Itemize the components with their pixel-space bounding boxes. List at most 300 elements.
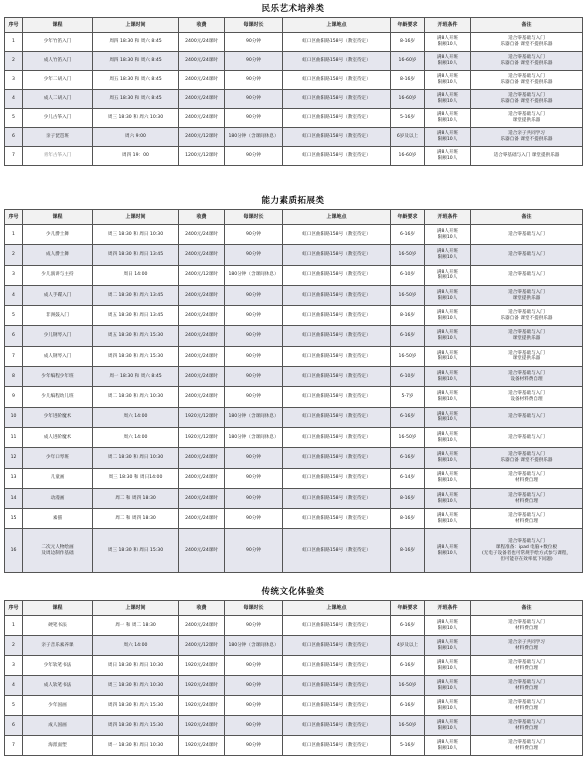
cell-age: 16-50岁 (391, 245, 425, 265)
section-title: 传统文化体验类 (261, 587, 325, 597)
cell-course: 成人手碟入门 (23, 285, 93, 305)
table-row (5, 225, 583, 245)
cell-class-time: 周三 18:30 和 周日14:00 (93, 468, 179, 488)
cell-remarks: 适合零基础与入门 材料费自理 (471, 468, 583, 488)
cell-location: 虹口区曲阳路158号（教室待定） (283, 656, 391, 676)
cell-class-time: 周五 18:30 和 周日 13:45 (93, 306, 179, 326)
cell-course: 成人国画 (23, 716, 93, 736)
cell-course: 硬笔书法 (23, 616, 93, 636)
cell-fee: 2400元/24课时 (179, 71, 225, 90)
cell-course: 少年竹笛入门 (23, 33, 93, 52)
cell-opening-condition: 满8人开班 限额10人 (425, 488, 471, 508)
cell-location: 虹口区曲阳路158号（教室待定） (283, 448, 391, 468)
cell-age: 16-50岁 (391, 716, 425, 736)
cell-opening-condition: 满8人开班 限额10人 (425, 716, 471, 736)
cell-fee: 2400元/24课时 (179, 367, 225, 387)
cell-age: 8-16岁 (391, 488, 425, 508)
cell-duration: 90分钟 (225, 468, 283, 488)
cell-class-time: 周三 18:30 和 周日 10:30 (93, 225, 179, 245)
cell-fee: 2400元/24课时 (179, 468, 225, 488)
cell-location: 虹口区曲阳路158号（教室待定） (283, 407, 391, 427)
header-class-time: 上课时间 (93, 18, 179, 33)
cell-location: 虹口区曲阳路158号（教室待定） (283, 636, 391, 656)
cell-age: 6-16岁 (391, 656, 425, 676)
cell-location: 虹口区曲阳路158号（教室待定） (283, 147, 391, 166)
cell-duration: 90分钟 (225, 306, 283, 326)
cell-remarks: 适合零基础与入门 乐器自备 课堂不提供乐器 (471, 52, 583, 71)
cell-course: 成人软笔书法 (23, 676, 93, 696)
header-duration: 每课时长 (225, 601, 283, 616)
cell-duration: 90分钟 (225, 529, 283, 573)
header-index: 序号 (5, 601, 23, 616)
cell-age: 8-16岁 (391, 71, 425, 90)
cell-opening-condition: 满8人开班 限额10人 (425, 225, 471, 245)
cell-class-time: 周日 14:00 (93, 265, 179, 285)
cell-age: 6-10岁 (391, 367, 425, 387)
table-row (5, 636, 583, 656)
cell-opening-condition: 满8人开班 限额10人 (425, 306, 471, 326)
cell-age: 5-16岁 (391, 109, 425, 128)
cell-fee: 2400元/24课时 (179, 109, 225, 128)
cell-class-time: 周六 14:00 (93, 427, 179, 447)
cell-course: 少儿演讲与主持 (23, 265, 93, 285)
cell-location: 虹口区曲阳路158号（教室待定） (283, 676, 391, 696)
cell-duration: 90分钟 (225, 109, 283, 128)
cell-fee: 2400元/12课时 (179, 636, 225, 656)
table-row (5, 427, 583, 447)
table-row (5, 109, 583, 128)
cell-remarks: 适合零基础与入门 课堂提供乐器 (471, 109, 583, 128)
cell-class-time: 周三 18:30 和 周六 10:30 (93, 676, 179, 696)
cell-course: 少儿钢琴入门 (23, 326, 93, 346)
table-row (5, 90, 583, 109)
cell-class-time: 周二 18:30 和 周六 13:45 (93, 285, 179, 305)
header-fee: 收费 (179, 210, 225, 225)
cell-opening-condition: 满8人开班 限额10人 (425, 90, 471, 109)
cell-class-time: 周四 18:30 和 周六 8:45 (93, 52, 179, 71)
cell-index: 6 (5, 326, 23, 346)
table-row (5, 265, 583, 285)
cell-fee: 2400元/24课时 (179, 346, 225, 366)
cell-course: 少儿爵士舞 (23, 225, 93, 245)
cell-index: 2 (5, 636, 23, 656)
cell-class-time: 周六 9:00 (93, 128, 179, 147)
cell-remarks: 适合零基础与入门 材料费自理 (471, 736, 583, 756)
cell-age: 8-16岁 (391, 33, 425, 52)
header-fee: 收费 (179, 18, 225, 33)
cell-remarks: 适合零基础与入门 课堂提供乐器 (471, 285, 583, 305)
cell-opening-condition: 满8人开班 限额10人 (425, 245, 471, 265)
cell-index: 3 (5, 71, 23, 90)
cell-duration: 90分钟 (225, 696, 283, 716)
cell-location: 虹口区曲阳路158号（教室待定） (283, 488, 391, 508)
cell-age: 6-16岁 (391, 696, 425, 716)
cell-remarks: 适合零基础与入门 (471, 225, 583, 245)
cell-remarks: 适合零基础与入门 材料费自理 (471, 656, 583, 676)
table-row (5, 696, 583, 716)
cell-course: 少年进阶魔术 (23, 407, 93, 427)
cell-duration: 90分钟 (225, 448, 283, 468)
course-table (4, 600, 583, 756)
cell-course: 成人爵士舞 (23, 245, 93, 265)
cell-fee: 2400元/24课时 (179, 33, 225, 52)
table-row (5, 716, 583, 736)
cell-class-time: 周一 和 周二 18:30 (93, 616, 179, 636)
cell-fee: 1920元/24课时 (179, 716, 225, 736)
cell-age: 8-16岁 (391, 306, 425, 326)
cell-remarks: 适合零基础与入门 乐器自备 课堂不提供乐器 (471, 71, 583, 90)
cell-duration: 180分钟（含课间休息） (225, 265, 283, 285)
cell-duration: 90分钟 (225, 33, 283, 52)
table-row (5, 488, 583, 508)
cell-opening-condition: 满8人开班 限额10人 (425, 109, 471, 128)
cell-location: 虹口区曲阳路158号（教室待定） (283, 52, 391, 71)
cell-age: 6-16岁 (391, 616, 425, 636)
header-course: 课程 (23, 210, 93, 225)
cell-class-time: 周六 14:00 (93, 407, 179, 427)
cell-age: 6-14岁 (391, 468, 425, 488)
cell-course: 儿童画 (23, 468, 93, 488)
cell-course: 亲子音乐素养课 (23, 636, 93, 656)
section-traditional-culture (4, 584, 582, 756)
cell-opening-condition: 满8人开班 限额10人 (425, 509, 471, 529)
header-location: 上课地点 (283, 18, 391, 33)
cell-index: 4 (5, 90, 23, 109)
course-table (4, 17, 583, 166)
cell-fee: 2400元/24课时 (179, 326, 225, 346)
cell-fee: 1920元/12课时 (179, 407, 225, 427)
cell-location: 虹口区曲阳路158号（教室待定） (283, 128, 391, 147)
cell-location: 虹口区曲阳路158号（教室待定） (283, 736, 391, 756)
cell-class-time: 周五 18:30 和 周六 8:45 (93, 90, 179, 109)
table-row (5, 346, 583, 366)
cell-fee: 2400元/24课时 (179, 448, 225, 468)
cell-location: 虹口区曲阳路158号（教室待定） (283, 265, 391, 285)
cell-index: 5 (5, 109, 23, 128)
cell-fee: 2400元/12课时 (179, 128, 225, 147)
cell-course: 海派面塑 (23, 736, 93, 756)
cell-remarks: 适合零基础与入门 课程准备：ipad 电脑+数位板 (无电子设备者也可常规手绘方式参与课程， 但可能存在效率低下问题) (471, 529, 583, 573)
cell-fee: 2400元/24课时 (179, 225, 225, 245)
header-course: 课程 (23, 601, 93, 616)
cell-index: 4 (5, 285, 23, 305)
cell-index: 6 (5, 716, 23, 736)
cell-class-time: 周三 18:30 和 周六 10:30 (93, 109, 179, 128)
cell-duration: 90分钟 (225, 616, 283, 636)
cell-duration: 90分钟 (225, 225, 283, 245)
cell-duration: 90分钟 (225, 509, 283, 529)
cell-duration: 90分钟 (225, 656, 283, 676)
cell-opening-condition: 满8人开班 限额10人 (425, 616, 471, 636)
cell-index: 15 (5, 509, 23, 529)
cell-duration: 180分钟（含课间休息） (225, 407, 283, 427)
cell-duration: 90分钟 (225, 488, 283, 508)
cell-index: 8 (5, 367, 23, 387)
cell-fee: 1920元/12课时 (179, 427, 225, 447)
cell-index: 9 (5, 387, 23, 407)
cell-age: 6-16岁 (391, 326, 425, 346)
header-class-time: 上课时间 (93, 210, 179, 225)
cell-duration: 90分钟 (225, 346, 283, 366)
cell-duration: 90分钟 (225, 387, 283, 407)
table-row (5, 407, 583, 427)
cell-opening-condition: 满8人开班 限额10人 (425, 529, 471, 573)
cell-index: 3 (5, 265, 23, 285)
cell-course: 少儿编程幼儿班 (23, 387, 93, 407)
cell-course: 少年国画 (23, 696, 93, 716)
cell-duration: 180分钟（含课间休息） (225, 128, 283, 147)
cell-age: 16-60岁 (391, 147, 425, 166)
cell-fee: 1920元/24课时 (179, 696, 225, 716)
cell-remarks: 适合零基础与入门 乐器自备 课堂不提供乐器 (471, 448, 583, 468)
table-row (5, 33, 583, 52)
cell-fee: 2400元/24课时 (179, 387, 225, 407)
cell-index: 4 (5, 676, 23, 696)
course-table (4, 209, 583, 573)
cell-opening-condition: 满8人开班 限额10人 (425, 346, 471, 366)
cell-index: 2 (5, 52, 23, 71)
cell-fee: 2400元/24课时 (179, 616, 225, 636)
cell-location: 虹口区曲阳路158号（教室待定） (283, 71, 391, 90)
table-row (5, 52, 583, 71)
cell-course: 少年软笔书法 (23, 656, 93, 676)
cell-index: 7 (5, 736, 23, 756)
table-header-row (5, 18, 583, 33)
table-row (5, 736, 583, 756)
cell-course: 少年二胡入门 (23, 71, 93, 90)
cell-fee: 2400元/24课时 (179, 52, 225, 71)
cell-opening-condition: 满8人开班 限额10人 (425, 656, 471, 676)
cell-index: 6 (5, 128, 23, 147)
cell-age: 5-16岁 (391, 736, 425, 756)
cell-age: 8-16岁 (391, 529, 425, 573)
table-row (5, 285, 583, 305)
cell-age: 16-50岁 (391, 346, 425, 366)
cell-index: 5 (5, 306, 23, 326)
cell-class-time: 周二 18:30 和 周六 10:30 (93, 387, 179, 407)
table-row (5, 656, 583, 676)
cell-index: 13 (5, 468, 23, 488)
cell-index: 7 (5, 346, 23, 366)
cell-remarks: 适合零基础与入门 (471, 245, 583, 265)
table-row (5, 448, 583, 468)
cell-remarks: 适合零基础与入门 材料费自理 (471, 616, 583, 636)
cell-remarks: 适合零基础与入门 (471, 265, 583, 285)
cell-duration: 90分钟 (225, 147, 283, 166)
table-row (5, 616, 583, 636)
cell-opening-condition: 满8人开班 限额10人 (425, 147, 471, 166)
cell-class-time: 周日 18:30 和 周日 10:30 (93, 656, 179, 676)
cell-course: 动漫画 (23, 488, 93, 508)
table-header-row (5, 210, 583, 225)
cell-location: 虹口区曲阳路158号（教室待定） (283, 427, 391, 447)
cell-remarks: 适合零基础与入门 乐器自备 课堂不提供乐器 (471, 33, 583, 52)
header-age: 年龄要求 (391, 18, 425, 33)
table-row (5, 71, 583, 90)
cell-class-time: 周四 18:30 和 周六 8:45 (93, 33, 179, 52)
table-row (5, 245, 583, 265)
cell-fee: 2400元/24课时 (179, 245, 225, 265)
cell-class-time: 周二 18:30 和 周日 10:30 (93, 448, 179, 468)
cell-opening-condition: 满8人开班 限额10人 (425, 676, 471, 696)
cell-age: 16-60岁 (391, 90, 425, 109)
cell-course: 素描 (23, 509, 93, 529)
cell-fee: 2400元/24课时 (179, 90, 225, 109)
section-folk-music (4, 1, 582, 166)
cell-location: 虹口区曲阳路158号（教室待定） (283, 616, 391, 636)
cell-location: 虹口区曲阳路158号（教室待定） (283, 346, 391, 366)
table-row (5, 387, 583, 407)
header-duration: 每课时长 (225, 18, 283, 33)
cell-location: 虹口区曲阳路158号（教室待定） (283, 468, 391, 488)
cell-index: 7 (5, 147, 23, 166)
cell-opening-condition: 满8人开班 限额10人 (425, 448, 471, 468)
cell-remarks: 适合零基础与入门 (471, 427, 583, 447)
cell-fee: 2400元/12课时 (179, 265, 225, 285)
header-opening-condition: 开班条件 (425, 210, 471, 225)
cell-fee: 1920元/24课时 (179, 736, 225, 756)
cell-opening-condition: 满8人开班 限额10人 (425, 468, 471, 488)
cell-course: 青年古筝入门 (23, 147, 93, 166)
header-location: 上课地点 (283, 601, 391, 616)
cell-course: 二次元人物绘画 及周边制作基础 (23, 529, 93, 573)
cell-duration: 90分钟 (225, 736, 283, 756)
cell-course: 成人钢琴入门 (23, 346, 93, 366)
cell-opening-condition: 满8人开班 限额10人 (425, 407, 471, 427)
header-duration: 每课时长 (225, 210, 283, 225)
header-age: 年龄要求 (391, 601, 425, 616)
cell-fee: 2400元/24课时 (179, 285, 225, 305)
cell-duration: 90分钟 (225, 285, 283, 305)
header-remarks: 备注 (471, 210, 583, 225)
header-opening-condition: 开班条件 (425, 18, 471, 33)
cell-class-time: 周五 18:30 和 周六 15:30 (93, 326, 179, 346)
cell-opening-condition: 满8人开班 限额10人 (425, 33, 471, 52)
header-remarks: 备注 (471, 18, 583, 33)
cell-location: 虹口区曲阳路158号（教室待定） (283, 696, 391, 716)
cell-location: 虹口区曲阳路158号（教室待定） (283, 109, 391, 128)
cell-remarks: 适合零基础与入门 材料费自理 (471, 716, 583, 736)
cell-duration: 90分钟 (225, 90, 283, 109)
cell-opening-condition: 满8人开班 限额10人 (425, 128, 471, 147)
cell-duration: 90分钟 (225, 716, 283, 736)
cell-remarks: 适合零基础与入门 课堂提供乐器 (471, 326, 583, 346)
table-row (5, 326, 583, 346)
cell-opening-condition: 满8人开班 限额10人 (425, 387, 471, 407)
cell-index: 11 (5, 427, 23, 447)
cell-index: 2 (5, 245, 23, 265)
cell-course: 少儿古筝入门 (23, 109, 93, 128)
cell-course: 成人竹笛入门 (23, 52, 93, 71)
cell-remarks: 适合亲子共同学习 乐器自备 课堂不提供乐器 (471, 128, 583, 147)
table-row (5, 468, 583, 488)
cell-age: 6-10岁 (391, 265, 425, 285)
cell-duration: 90分钟 (225, 71, 283, 90)
cell-remarks: 适合零基础与入门 设备材料费自理 (471, 387, 583, 407)
header-location: 上课地点 (283, 210, 391, 225)
cell-remarks: 适合零基础与入门 材料费自理 (471, 509, 583, 529)
cell-course: 少年编程少年班 (23, 367, 93, 387)
cell-remarks: 适合零基础与入门 材料费自理 (471, 676, 583, 696)
cell-class-time: 周二 和 周四 18:30 (93, 509, 179, 529)
cell-class-time: 周一 18:30 和 周六 8:45 (93, 367, 179, 387)
cell-class-time: 周四 18:30 和 周六 15:30 (93, 716, 179, 736)
cell-opening-condition: 满8人开班 限额10人 (425, 71, 471, 90)
header-age: 年龄要求 (391, 210, 425, 225)
cell-course: 成人二胡入门 (23, 90, 93, 109)
header-remarks: 备注 (471, 601, 583, 616)
cell-age: 6-16岁 (391, 448, 425, 468)
cell-age: 8-16岁 (391, 509, 425, 529)
cell-age: 6-16岁 (391, 407, 425, 427)
cell-opening-condition: 满8人开班 限额10人 (425, 367, 471, 387)
cell-duration: 180分钟（含课间休息） (225, 427, 283, 447)
cell-age: 16-50岁 (391, 676, 425, 696)
table-row (5, 676, 583, 696)
cell-index: 1 (5, 225, 23, 245)
table-row (5, 367, 583, 387)
cell-class-time: 周四 18:30 和 周六 15:30 (93, 346, 179, 366)
cell-index: 1 (5, 33, 23, 52)
header-index: 序号 (5, 18, 23, 33)
cell-age: 16-50岁 (391, 285, 425, 305)
cell-remarks: 适合亲子共同学习 材料费自理 (471, 636, 583, 656)
cell-location: 虹口区曲阳路158号（教室待定） (283, 326, 391, 346)
cell-course: 少年口琴班 (23, 448, 93, 468)
cell-course: 成人进阶魔术 (23, 427, 93, 447)
cell-location: 虹口区曲阳路158号（教室待定） (283, 716, 391, 736)
cell-age: 16-50岁 (391, 427, 425, 447)
header-course: 课程 (23, 18, 93, 33)
table-row (5, 509, 583, 529)
header-index: 序号 (5, 210, 23, 225)
cell-age: 6-16岁 (391, 225, 425, 245)
cell-index: 16 (5, 529, 23, 573)
cell-remarks: 适合零基础与入门 设备材料费自理 (471, 367, 583, 387)
cell-course: 亲子琵琶班 (23, 128, 93, 147)
cell-location: 虹口区曲阳路158号（教室待定） (283, 509, 391, 529)
table-row (5, 529, 583, 573)
table-header-row (5, 601, 583, 616)
table-row (5, 306, 583, 326)
cell-duration: 90分钟 (225, 367, 283, 387)
cell-fee: 2400元/24课时 (179, 306, 225, 326)
cell-duration: 90分钟 (225, 326, 283, 346)
cell-duration: 90分钟 (225, 245, 283, 265)
cell-opening-condition: 满8人开班 限额10人 (425, 265, 471, 285)
cell-location: 虹口区曲阳路158号（教室待定） (283, 245, 391, 265)
cell-index: 1 (5, 616, 23, 636)
cell-opening-condition: 满8人开班 限额10人 (425, 636, 471, 656)
cell-age: 16-60岁 (391, 52, 425, 71)
cell-opening-condition: 满8人开班 限额10人 (425, 52, 471, 71)
cell-class-time: 周四 19：00 (93, 147, 179, 166)
cell-class-time: 周二 和 周四 18:30 (93, 488, 179, 508)
cell-fee: 2400元/24课时 (179, 488, 225, 508)
cell-age: 5-7岁 (391, 387, 425, 407)
cell-opening-condition: 满8人开班 限额10人 (425, 285, 471, 305)
cell-fee: 1920元/24课时 (179, 656, 225, 676)
cell-remarks: 适合零基础与入门 (471, 407, 583, 427)
cell-remarks: 适合零基础与入门 材料费自理 (471, 488, 583, 508)
cell-remarks: 适合零基础与入门 课堂提供乐器 (471, 346, 583, 366)
cell-location: 虹口区曲阳路158号（教室待定） (283, 285, 391, 305)
cell-course: 非洲鼓入门 (23, 306, 93, 326)
cell-fee: 2400元/24课时 (179, 509, 225, 529)
cell-location: 虹口区曲阳路158号（教室待定） (283, 367, 391, 387)
cell-class-time: 周一 18:30 和 周日 10:30 (93, 736, 179, 756)
cell-duration: 180分钟（含课间休息） (225, 636, 283, 656)
